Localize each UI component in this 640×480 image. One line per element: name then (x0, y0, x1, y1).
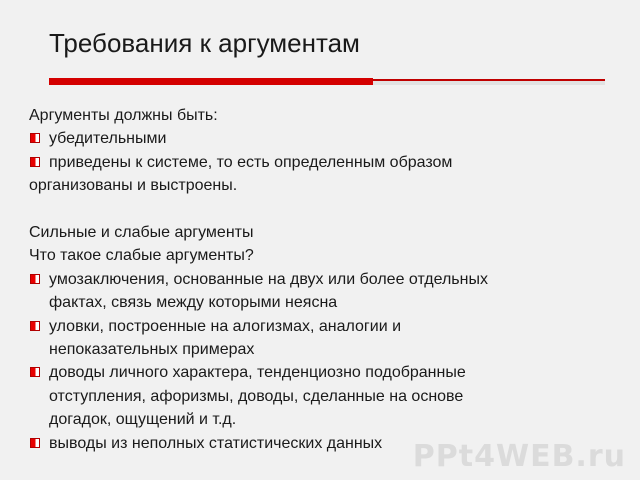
text-line: догадок, ощущений и т.д. (49, 411, 237, 429)
blank-line (29, 198, 629, 221)
slide-title: Требования к аргументам (49, 28, 360, 58)
bullet-item (29, 127, 629, 150)
text-line: Сильные и слабые аргументы (29, 224, 254, 242)
title-underline-accent (49, 78, 373, 85)
text-line: фактах, связь между которыми неясна (49, 294, 338, 312)
slide-body (29, 104, 629, 455)
text-line: организованы и выстроены. (29, 177, 238, 195)
bullet-text: убедительными (49, 130, 167, 148)
bullet-text: уловки, построенные на алогизмах, аналогии и (49, 317, 402, 335)
bullet-text: доводы личного характера, тенденциозно подобранные (49, 364, 466, 382)
text-line: Аргументы должны быть: (29, 107, 218, 124)
bullet-text: выводы из неполных статистических данных (49, 434, 383, 452)
watermark-logo: PPt4WEB.ru (412, 439, 626, 474)
bullet-text: умозаключения, основанные на двух или более отдельных (49, 270, 488, 288)
bullet-item (29, 268, 629, 291)
bullet-item (29, 315, 629, 338)
red-square-bullet-icon (30, 274, 40, 284)
bullet-text: приведены к системе, то есть определенным образом (49, 153, 453, 171)
title-underline-tail (373, 80, 605, 85)
text-line: отступления, афоризмы, доводы, сделанные на основе (49, 387, 464, 405)
red-square-bullet-icon (30, 367, 40, 377)
red-square-bullet-icon (30, 133, 40, 143)
text-line: непоказательных примерах (49, 341, 255, 359)
red-square-bullet-icon (30, 321, 40, 331)
red-square-bullet-icon (30, 438, 40, 448)
bullet-item (29, 151, 629, 174)
text-line: Что такое слабые аргументы? (29, 247, 254, 265)
bullet-item (29, 361, 629, 384)
red-square-bullet-icon (30, 157, 40, 167)
